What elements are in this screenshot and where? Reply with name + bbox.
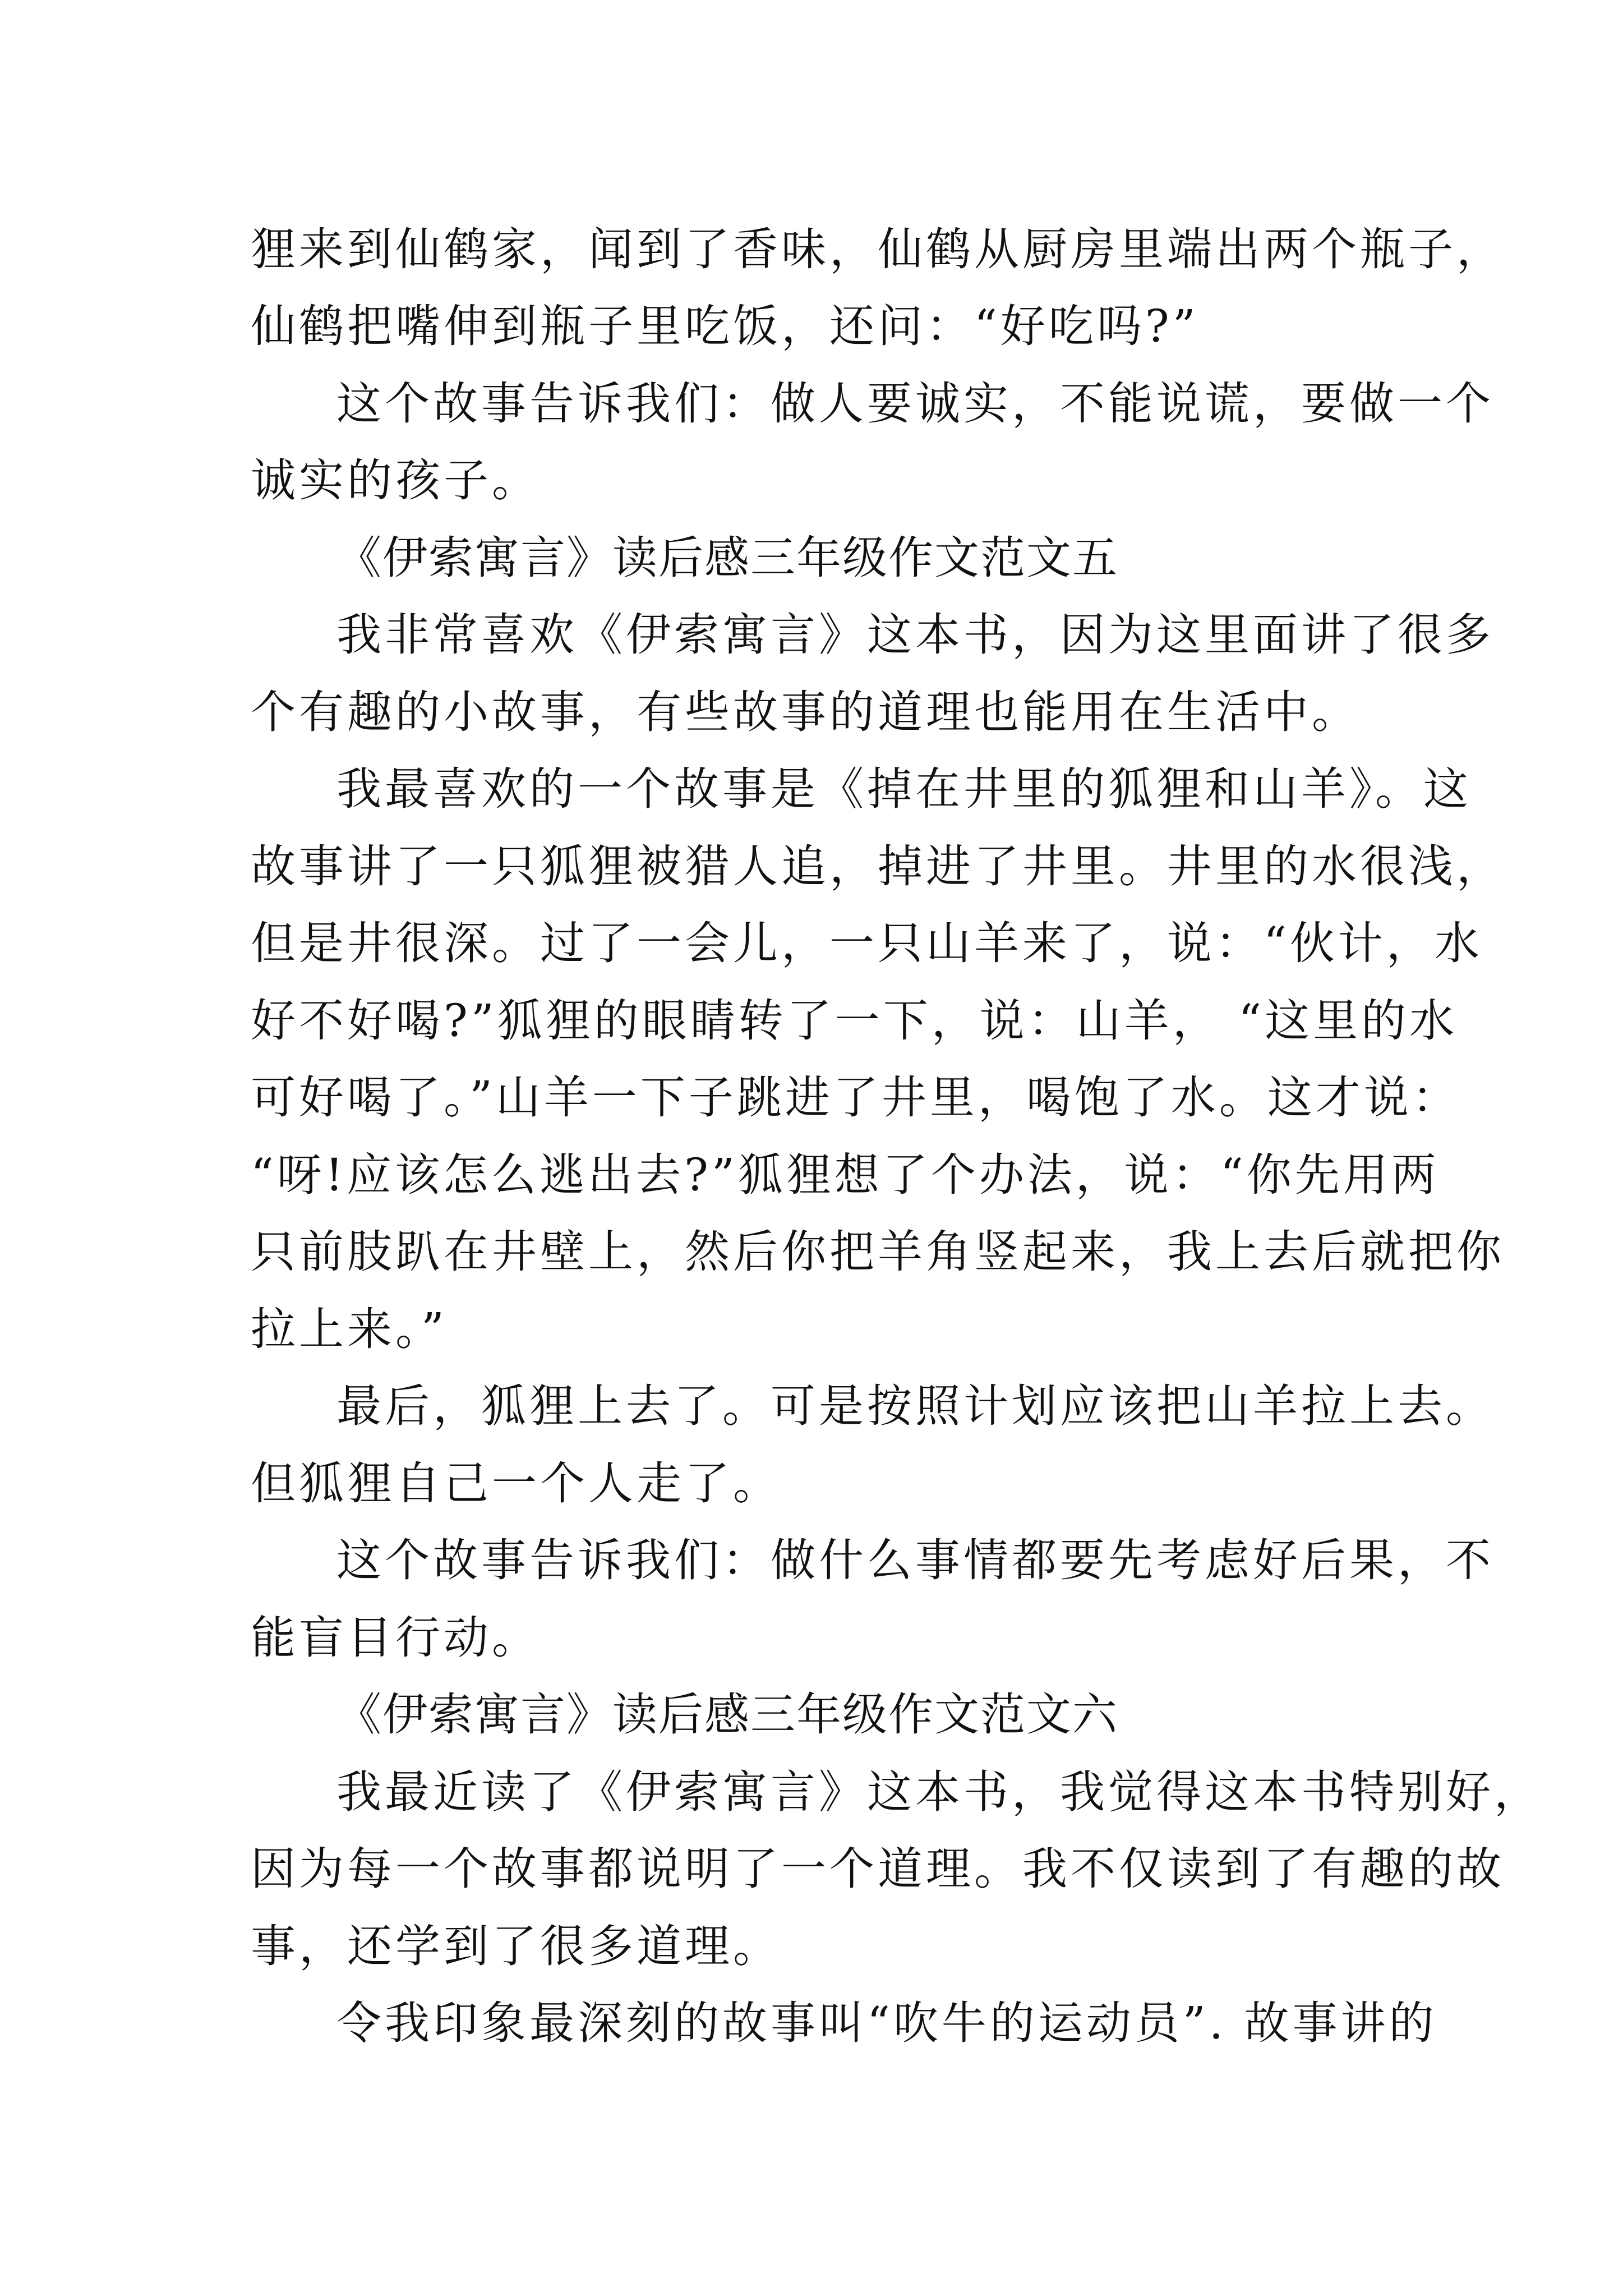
section-heading: 《伊索寓言》读后感三年级作文范文六	[336, 1688, 1118, 1741]
text-line: 只前肢趴在井壁上，然后你把羊角竖起来，我上去后就把你	[251, 1226, 1505, 1278]
paragraph-start-line: 这个故事告诉我们：做人要诚实，不能说谎，要做一个	[336, 378, 1494, 430]
text-line: 拉上来。”	[251, 1303, 448, 1355]
paragraph-start-line: 我非常喜欢《伊索寓言》这本书，因为这里面讲了很多	[336, 609, 1494, 661]
paragraph-start-line: 我最喜欢的一个故事是《掉在井里的狐狸和山羊》。这	[336, 763, 1472, 815]
paragraph-start-line: 我最近读了《伊索寓言》这本书，我觉得这本书特别好，	[336, 1766, 1542, 1818]
text-line: “呀!应该怎么逃出去?”狐狸想了个办法，说：“你先用两	[251, 1149, 1440, 1201]
text-line: 仙鹤把嘴伸到瓶子里吃饭，还问：“好吃吗?”	[251, 300, 1199, 352]
paragraph-start-line: 令我印象最深刻的故事叫“吹牛的运动员”. 故事讲的	[336, 1997, 1437, 2049]
paragraph-start-line: 最后，狐狸上去了。可是按照计划应该把山羊拉上去。	[336, 1380, 1494, 1432]
text-line: 能盲目行动。	[251, 1612, 540, 1664]
text-line: 好不好喝?”狐狸的眼睛转了一下，说：山羊， “这里的水	[251, 995, 1458, 1047]
text-line: 事，还学到了很多道理。	[251, 1920, 781, 1972]
paragraph-start-line: 这个故事告诉我们：做什么事情都要先考虑好后果，不	[336, 1534, 1494, 1586]
text-line: 狸来到仙鹤家，闻到了香味，仙鹤从厨房里端出两个瓶子，	[251, 223, 1505, 275]
text-line: 因为每一个故事都说明了一个道理。我不仅读到了有趣的故	[251, 1843, 1505, 1895]
text-line: 诚实的孩子。	[251, 454, 540, 507]
text-line: 个有趣的小故事，有些故事的道理也能用在生活中。	[251, 686, 1360, 738]
text-line: 可好喝了。”山羊一下子跳进了井里，喝饱了水。这才说：	[251, 1071, 1460, 1124]
section-heading: 《伊索寓言》读后感三年级作文范文五	[336, 532, 1118, 584]
text-line: 但是井很深。过了一会儿，一只山羊来了，说：“伙计，水	[251, 917, 1483, 969]
text-line: 故事讲了一只狐狸被猎人追，掉进了井里。井里的水很浅，	[251, 840, 1505, 892]
text-line: 但狐狸自己一个人走了。	[251, 1457, 781, 1510]
